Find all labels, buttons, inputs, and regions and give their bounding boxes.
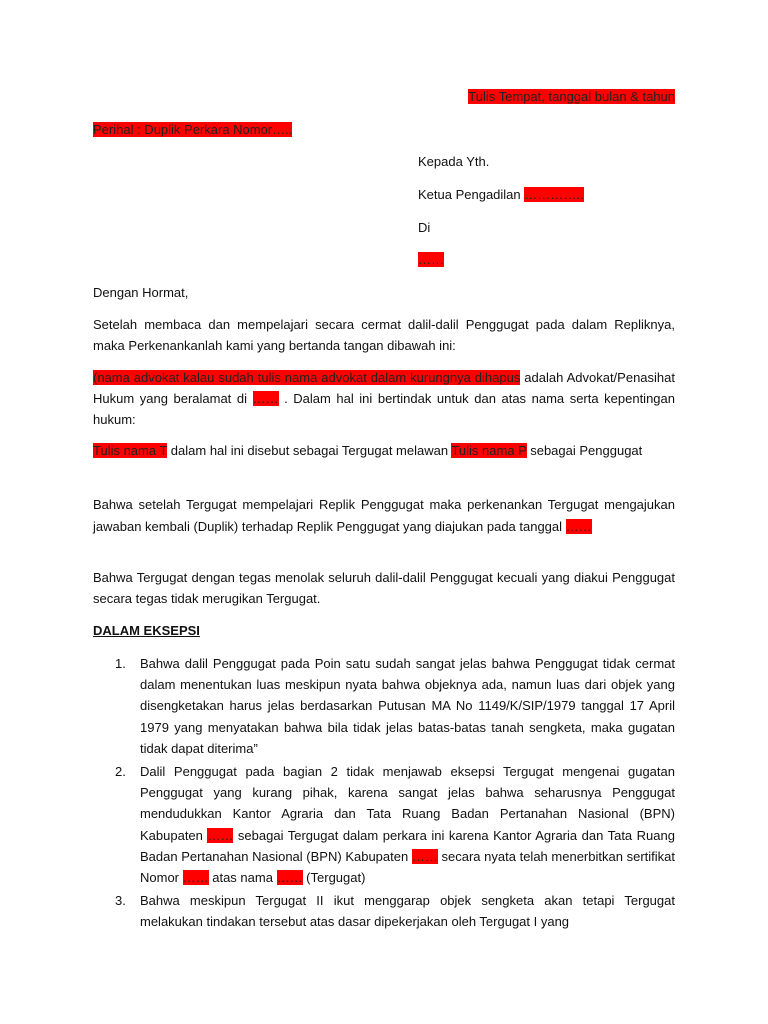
- place-date: [468, 88, 675, 106]
- address-blank: ……: [252, 391, 279, 406]
- place-blank: ……: [418, 252, 444, 267]
- certificate-blank: ……: [182, 870, 209, 886]
- subject-highlight: Perihal : Duplik Perkara Nomor…..: [93, 122, 293, 137]
- list-item-text-5: (Tergugat): [302, 870, 366, 886]
- reject-paragraph: Bahwa Tergugat dengan tegas menolak seluruh dalil-dalil Penggugat kecuali yang diakui Penggugat secara tegas tidak merugikan Tergugat.: [93, 570, 675, 606]
- advocate-text-1: adalah Advokat/Penasihat Hukum yang beralamat di: [93, 370, 675, 406]
- list-item-text-2: sebagai Tergugat dalam perkara ini karena Kantor Agraria dan Tata Ruang Badan Pertanahan Nasional (BPN) Kabupaten: [140, 827, 675, 864]
- list-number: 1.: [115, 656, 126, 671]
- list-number: 2.: [115, 764, 126, 780]
- regency-blank-1: ……: [207, 827, 234, 843]
- recipient-court: [418, 186, 584, 204]
- recipient-at: Di: [418, 220, 431, 235]
- parties-text-2: sebagai Penggugat: [526, 443, 643, 458]
- court-label: Ketua Pengadilan: [418, 187, 525, 202]
- duplik-text: Bahwa setelah Tergugat mempelajari Replik Penggugat maka perkenankan Tergugat mengajukan jawaban kembali (Duplik) terhadap Replik Penggugat yang diajukan pada tanggal: [93, 497, 675, 534]
- parties-paragraph: [93, 440, 675, 461]
- list-number: 3.: [115, 893, 126, 909]
- intro-paragraph: Setelah membaca dan mempelajari secara cermat dalil-dalil Penggugat pada dalam Repliknya, maka Perkenankanlah kami yang bertanda tangan dibawah ini:: [93, 317, 675, 353]
- recipient-place: [418, 251, 444, 269]
- exception-list: [93, 653, 675, 935]
- greeting: Dengan Hormat,: [93, 285, 189, 300]
- list-item-text-3: secara nyata telah menerbitkan sertifikat Nomor: [140, 848, 675, 886]
- list-item-text: Bahwa dalil Penggugat pada Poin satu sudah sangat jelas bahwa Penggugat tidak cermat dalam menentukan luas meskipun nyata bahwa objeknya ada, namun luas dari objek yang disengketakan harus jelas berdasarkan Putusan MA No 1149/K/SIP/1979 tanggal 17 April 1979 yang menyatakan bahwa bila tidak jelas batas-batas tanah sengketa, maka gugatan tidak dapat diterima”: [140, 656, 675, 756]
- t-name-placeholder: Tulis nama T: [93, 443, 168, 458]
- advocate-text-2: . Dalam hal ini bertindak untuk dan atas nama serta kepentingan hukum:: [93, 391, 675, 427]
- recipient-to: Kepada Yth.: [418, 154, 490, 169]
- date-blank: ……: [565, 519, 592, 534]
- court-blank: …………..: [524, 187, 584, 202]
- section-heading: DALAM EKSEPSI: [93, 623, 200, 638]
- owner-blank: ……: [276, 870, 303, 886]
- list-item: [93, 890, 675, 932]
- list-item: [93, 653, 675, 759]
- p-name-placeholder: Tulis nama P: [451, 443, 527, 458]
- list-item-text: Bahwa meskipun Tergugat II ikut menggarap objek sengketa akan tetapi Tergugat melakukan tindakan tersebut atas dasar dipekerjakan oleh Tergugat I yang: [140, 893, 675, 930]
- duplik-paragraph: [93, 494, 675, 538]
- regency-blank-2: ……: [411, 848, 438, 864]
- list-item-text-4: atas nama: [208, 870, 277, 886]
- parties-text-1: dalam hal ini disebut sebagai Tergugat melawan: [167, 443, 452, 458]
- advocate-name-placeholder: (nama advokat kalau sudah tulis nama advokat dalam kurungnya dihapus: [93, 370, 521, 385]
- advocate-paragraph: [93, 367, 675, 430]
- subject-line: [93, 121, 292, 139]
- list-item-text-1: Dalil Penggugat pada bagian 2 tidak menjawab eksepsi Tergugat mengenai gugatan Penggugat yang kurang pihak, karena sangat jelas bahwa seharusnya Penggugat mendudukkan Kantor Agraria dan Tata Ruang Badan Pertanahan Nasional (BPN) Kabupaten: [140, 764, 675, 843]
- place-date-highlight: Tulis Tempat, tanggal bulan & tahun: [468, 89, 675, 104]
- list-item: [93, 761, 675, 888]
